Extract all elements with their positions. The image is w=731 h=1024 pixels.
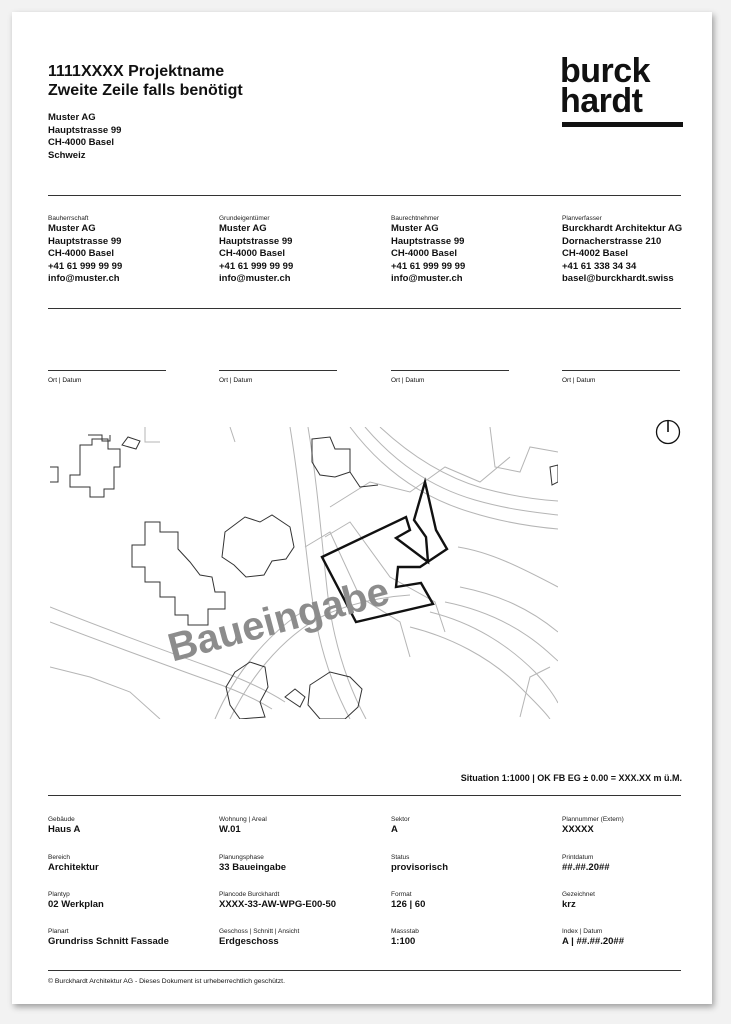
info-bereich: [48, 853, 208, 875]
info-label: Plancode Burckhardt: [219, 891, 280, 898]
signature-line: [219, 370, 337, 371]
party-line: +41 61 338 34 34: [562, 260, 637, 272]
info-value: Erdgeschoss: [219, 936, 279, 947]
party-line: Muster AG: [391, 223, 439, 234]
info-value: 33 Baueingabe: [219, 862, 287, 873]
info-planungsphase: [219, 853, 379, 875]
info-gezeichnet: [562, 890, 722, 912]
party-line: CH-4002 Basel: [562, 248, 629, 259]
info-label: Status: [391, 854, 410, 861]
party-line: Hauptstrasse 99: [391, 235, 465, 247]
baueingabe-stamp: Baueingabe: [163, 569, 394, 671]
info-label: Geschoss | Schnitt | Ansicht: [219, 928, 300, 935]
info-geschoss: [219, 927, 379, 949]
party-line: CH-4000 Basel: [219, 248, 286, 259]
info-label: Bereich: [48, 854, 71, 861]
project-title-line1: 1111XXXX Projektname: [48, 63, 225, 80]
party-baurechtnehmer: [391, 214, 541, 286]
info-index: [562, 927, 722, 949]
info-label: Gezeichnet: [562, 891, 595, 898]
party-line: Burckhardt Architektur AG: [562, 223, 683, 234]
party-line: +41 61 999 99 99: [219, 260, 294, 272]
info-value: A | ##.##.20##: [562, 936, 624, 947]
party-line: info@muster.ch: [48, 273, 120, 284]
logo-bar: [562, 122, 683, 127]
divider: [48, 795, 681, 796]
info-plannummer: [562, 815, 722, 837]
site-plan-drawing: [50, 427, 558, 719]
info-value: krz: [562, 899, 576, 910]
info-value: 1:100: [391, 936, 416, 947]
address-line: Schweiz: [48, 149, 86, 161]
info-label: Gebäude: [48, 816, 75, 823]
party-line: Dornacherstrasse 210: [562, 235, 662, 247]
info-value: Haus A: [48, 824, 81, 835]
info-value: ##.##.20##: [562, 862, 610, 873]
signature-line: [562, 370, 680, 371]
info-value: 02 Werkplan: [48, 899, 104, 910]
signature-line: [391, 370, 509, 371]
signature-label: Ort | Datum: [391, 377, 425, 384]
info-label: Sektor: [391, 816, 410, 823]
info-label: Plannummer (Extern): [562, 816, 624, 823]
info-value: XXXX-33-AW-WPG-E00-50: [219, 899, 337, 910]
party-line: +41 61 999 99 99: [391, 260, 466, 272]
info-value: provisorisch: [391, 862, 449, 873]
signature-line: [48, 370, 166, 371]
party-line: Hauptstrasse 99: [219, 235, 293, 247]
signature-label: Ort | Datum: [562, 377, 596, 384]
north-arrow-icon: [655, 419, 681, 445]
party-label: Grundeigentümer: [219, 215, 270, 222]
copyright-notice: © Burckhardt Architektur AG - Dieses Dokument ist urheberrechtlich geschützt.: [48, 978, 285, 985]
party-line: CH-4000 Basel: [48, 248, 115, 259]
signature-label: Ort | Datum: [48, 377, 82, 384]
divider: [48, 308, 681, 309]
info-printdatum: [562, 853, 722, 875]
info-value: 126 | 60: [391, 899, 426, 910]
party-line: Hauptstrasse 99: [48, 235, 122, 247]
info-label: Planungsphase: [219, 854, 264, 861]
info-format: [391, 890, 551, 912]
info-value: Grundriss Schnitt Fassade: [48, 936, 169, 947]
burckhardt-logo: [560, 52, 686, 127]
address-line: Muster AG: [48, 112, 96, 123]
info-massstab: [391, 927, 551, 949]
party-grundeigentuemer: [219, 214, 369, 286]
info-gebaeude: [48, 815, 208, 837]
info-label: Planart: [48, 928, 69, 935]
plan-sheet: [12, 12, 712, 1004]
info-value: W.01: [219, 824, 241, 835]
info-label: Wohnung | Areal: [219, 816, 267, 823]
info-label: Plantyp: [48, 891, 70, 898]
info-value: XXXXX: [562, 824, 594, 835]
info-planart: [48, 927, 208, 949]
party-label: Baurechtnehmer: [391, 215, 440, 222]
situation-scale: Situation 1:1000 | OK FB EG ± 0.00 = XXX.XX m ü.M.: [460, 773, 682, 783]
party-label: Bauherrschaft: [48, 215, 89, 222]
logo-line1: burck: [560, 52, 651, 90]
info-plancode: [219, 890, 379, 912]
party-line: Muster AG: [219, 223, 267, 234]
party-planverfasser: [562, 214, 712, 286]
party-line: info@muster.ch: [219, 273, 291, 284]
info-plantyp: [48, 890, 208, 912]
client-address: [48, 112, 121, 162]
signature-label: Ort | Datum: [219, 377, 253, 384]
party-line: basel@burckhardt.swiss: [562, 273, 674, 284]
info-label: Printdatum: [562, 854, 594, 861]
project-title: [48, 62, 243, 100]
address-line: Hauptstrasse 99: [48, 124, 122, 136]
address-line: CH-4000 Basel: [48, 137, 115, 148]
info-label: Format: [391, 891, 412, 898]
info-wohnung: [219, 815, 379, 837]
info-label: Index | Datum: [562, 928, 603, 935]
site-plan: [50, 427, 558, 719]
divider: [48, 195, 681, 196]
party-line: info@muster.ch: [391, 273, 463, 284]
party-label: Planverfasser: [562, 215, 602, 222]
party-bauherrschaft: [48, 214, 198, 286]
info-value: Architektur: [48, 862, 99, 873]
info-label: Massstab: [391, 928, 419, 935]
party-line: +41 61 999 99 99: [48, 260, 123, 272]
project-title-line2: Zweite Zeile falls benötigt: [48, 82, 243, 99]
info-value: A: [391, 824, 398, 835]
logo-line2: hardt: [560, 82, 643, 120]
info-sektor: [391, 815, 551, 837]
info-status: [391, 853, 551, 875]
party-line: Muster AG: [48, 223, 96, 234]
divider: [48, 970, 681, 971]
party-line: CH-4000 Basel: [391, 248, 458, 259]
